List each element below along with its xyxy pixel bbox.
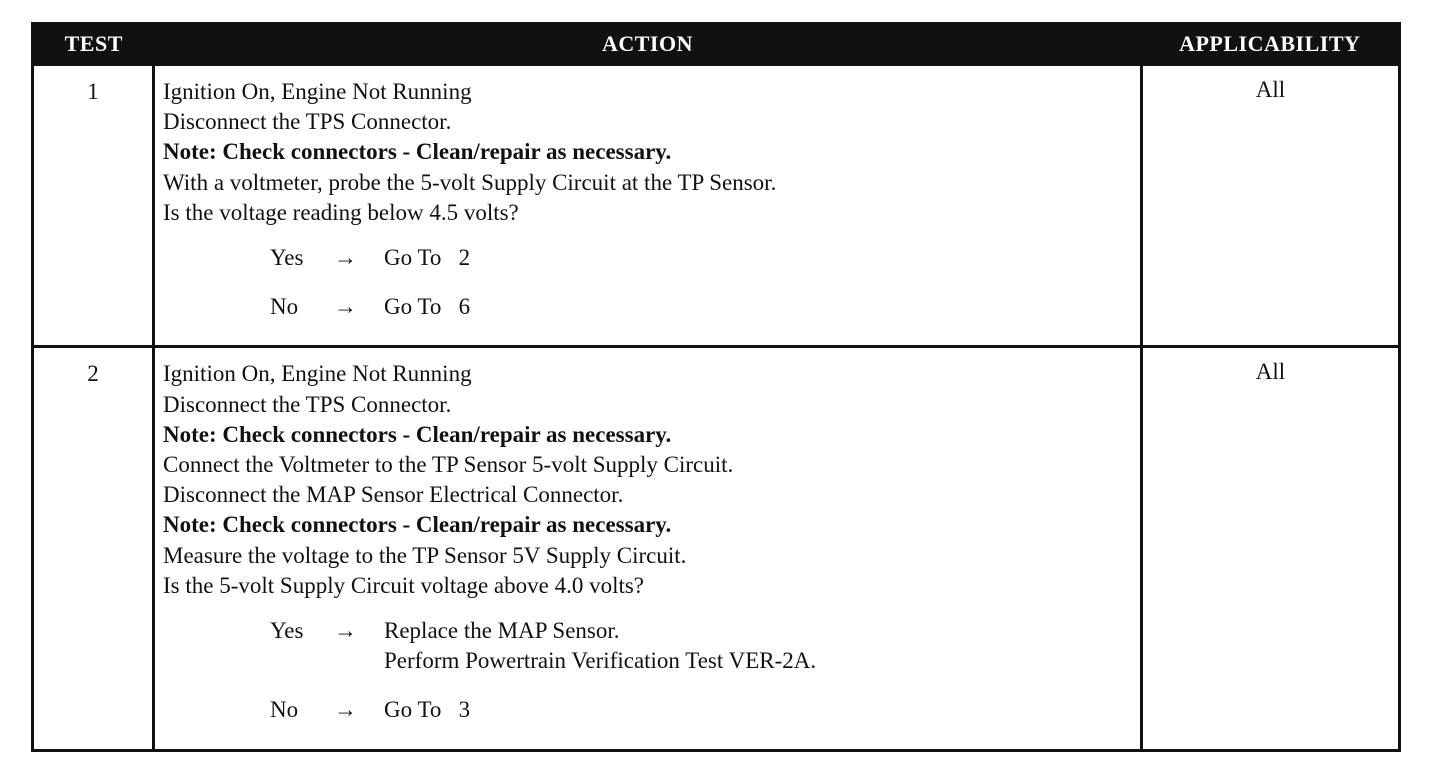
note-line: Note: Check connectors - Clean/repair as necessary. xyxy=(163,512,672,538)
choices xyxy=(163,616,1132,726)
choice-answer: No xyxy=(270,294,299,320)
result-line: Go To 2 xyxy=(384,245,471,271)
right-arrow-icon: → xyxy=(334,294,357,320)
right-arrow-icon: → xyxy=(334,618,357,644)
header-applicability: APPLICABILITY xyxy=(1142,24,1400,65)
action-line: Connect the Voltmeter to the TP Sensor 5-volt Supply Circuit. xyxy=(163,452,734,478)
action-line: Ignition On, Engine Not Running xyxy=(163,361,472,387)
choice-answer: No xyxy=(270,697,299,723)
applicability-cell: All xyxy=(1142,65,1400,347)
choice-result xyxy=(384,695,470,725)
right-arrow-icon: → xyxy=(334,245,357,271)
test-number: 2 xyxy=(33,347,154,750)
action-line: Disconnect the TPS Connector. xyxy=(163,109,452,135)
result-line: Go To 3 xyxy=(384,697,471,723)
choices xyxy=(163,243,1132,322)
applicability-cell: All xyxy=(1142,347,1400,750)
action-line: Measure the voltage to the TP Sensor 5V Supply Circuit. xyxy=(163,542,687,568)
question-line: Is the 5-volt Supply Circuit voltage above 4.0 volts? xyxy=(163,572,645,598)
result-line: Replace the MAP Sensor. xyxy=(384,618,620,644)
note-line: Note: Check connectors - Clean/repair as necessary. xyxy=(163,421,672,447)
result-line: Perform Powertrain Verification Test VER-2A. xyxy=(384,648,817,674)
question-line: Is the voltage reading below 4.5 volts? xyxy=(163,199,519,225)
header-action: ACTION xyxy=(154,24,1142,65)
table-row xyxy=(33,65,1400,347)
choice-no xyxy=(163,695,1132,725)
right-arrow-icon: → xyxy=(334,697,357,723)
header-row xyxy=(33,24,1400,65)
diagnostic-procedure-table xyxy=(31,22,1401,752)
result-line: Go To 6 xyxy=(384,294,471,320)
table-header xyxy=(33,24,1400,65)
note-line: Note: Check connectors - Clean/repair as necessary. xyxy=(163,139,672,165)
choice-result xyxy=(384,616,816,676)
action-line: Disconnect the MAP Sensor Electrical Connector. xyxy=(163,482,624,508)
table-body xyxy=(33,65,1400,751)
choice-answer: Yes xyxy=(270,618,304,644)
choice-yes xyxy=(163,243,1132,273)
action-cell xyxy=(154,65,1142,347)
action-line: Ignition On, Engine Not Running xyxy=(163,79,472,104)
action-line: With a voltmeter, probe the 5-volt Supply Circuit at the TP Sensor. xyxy=(163,169,777,195)
choice-result xyxy=(384,243,470,273)
choice-yes xyxy=(163,616,1132,676)
choice-no xyxy=(163,292,1132,322)
choice-result xyxy=(384,292,470,322)
action-cell xyxy=(154,347,1142,750)
test-number: 1 xyxy=(33,65,154,347)
table-row xyxy=(33,347,1400,750)
action-line: Disconnect the TPS Connector. xyxy=(163,391,452,417)
header-test: TEST xyxy=(33,24,154,65)
choice-answer: Yes xyxy=(270,245,304,271)
